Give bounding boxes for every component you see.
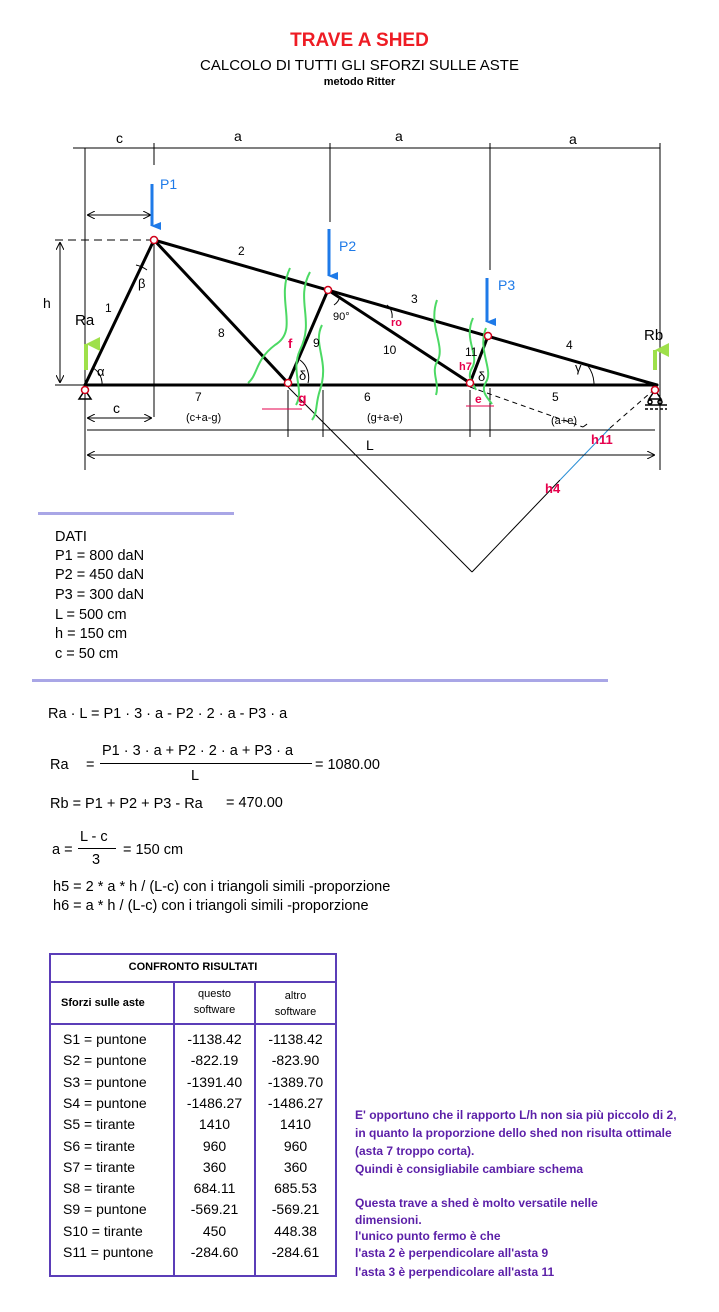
equation-a-denominator: 3 [92, 852, 101, 868]
table-header-altro-software: software [274, 1006, 317, 1018]
equation-a-value: = 150 cm [123, 842, 184, 858]
bar-8: 8 [218, 326, 225, 340]
results-table [49, 953, 337, 1277]
truss-members [85, 240, 657, 385]
note-line-8: l'asta 2 è perpendicolare all'asta 9 [355, 1246, 549, 1260]
label-ro: ro [391, 317, 402, 329]
dim-cag: (c+a-g) [186, 412, 222, 424]
dim-L: L [366, 437, 374, 453]
table-row-label: S3 = puntone [63, 1074, 147, 1090]
bar-11: 11 [465, 345, 478, 359]
angle-delta-1: δ [299, 368, 307, 383]
label-f: f [288, 336, 293, 351]
table-row-altro: 685.53 [274, 1180, 317, 1196]
equation-h5: h5 = 2 * a * h / (L-c) con i triangoli simili -proporzione [53, 879, 391, 895]
h-label: h [43, 295, 51, 311]
dati-c: c = 50 cm [55, 646, 119, 662]
label-h4: h4 [545, 481, 561, 496]
table-header-questo-software: software [193, 1004, 236, 1016]
bar-5: 5 [552, 390, 559, 404]
dati-heading: DATI [55, 529, 87, 545]
equation-ra-denominator: L [191, 768, 200, 784]
bar-10: 10 [383, 343, 397, 357]
dati-h: h = 150 cm [55, 626, 128, 642]
page-subtitle: CALCOLO DI TUTTI GLI SFORZI SULLE ASTE [200, 57, 519, 74]
table-row-label: S6 = tirante [63, 1138, 135, 1154]
dati-p3: P3 = 300 daN [55, 587, 145, 603]
angle-90: 90° [333, 311, 350, 323]
table-header-questo: questo [197, 988, 232, 1000]
bar-9: 9 [313, 336, 320, 350]
dim-top-a3: a [569, 131, 577, 147]
table-row-questo: -1391.40 [186, 1074, 243, 1090]
equation-ra-value: = 1080.00 [315, 757, 380, 773]
table-row-questo: -1138.42 [187, 1031, 242, 1047]
note-line-7: l'unico punto fermo è che [355, 1229, 501, 1243]
bar-4: 4 [566, 338, 573, 352]
table-row-label: S2 = puntone [63, 1052, 147, 1068]
table-row-label: S7 = tirante [63, 1159, 135, 1175]
helper-lines [288, 387, 657, 572]
table-header-altro: altro [284, 990, 307, 1002]
equation-ra-lhs: Ra [50, 757, 69, 773]
table-row-altro: -569.21 [271, 1201, 320, 1217]
table-row-label: S1 = puntone [63, 1031, 147, 1047]
table-header-sforzi: Sforzi sulle aste [61, 997, 145, 1009]
equation-a-numerator: L - c [80, 829, 108, 845]
table-row-questo: -569.21 [190, 1201, 239, 1217]
equation-moment: Ra · L = P1 · 3 · a - P2 · 2 · a - P3 · a [48, 706, 288, 722]
table-row-altro: -1389.70 [267, 1074, 324, 1090]
dim-top-c: c [116, 130, 123, 146]
table-row-label: S10 = tirante [63, 1223, 143, 1239]
table-row-altro: 960 [283, 1138, 308, 1154]
note-line-2: in quanto la proporzione dello shed non risulta ottimale [355, 1126, 672, 1140]
method-label: metodo Ritter [323, 76, 396, 88]
page-title: TRAVE A SHED [290, 30, 429, 51]
table-title: CONFRONTO RISULTATI [128, 961, 258, 973]
table-row-altro: 1410 [279, 1116, 312, 1132]
table-row-questo: -284.60 [190, 1244, 239, 1260]
angle-alpha: α [97, 364, 105, 379]
table-row-questo: 684.11 [193, 1180, 236, 1196]
table-row-altro: 360 [283, 1159, 308, 1175]
note-line-4: Quindi è consigliabile cambiare schema [355, 1162, 584, 1176]
equation-ra-fraction-bar [100, 763, 312, 764]
dati-L: L = 500 cm [55, 607, 127, 623]
dati-p2: P2 = 450 daN [55, 567, 145, 583]
label-g: g [298, 390, 307, 406]
dim-top-a2: a [395, 128, 403, 144]
dim-gae: (g+a-e) [367, 412, 403, 424]
table-row-altro: -823.90 [271, 1052, 320, 1068]
table-row-label: S11 = puntone [63, 1244, 154, 1260]
table-row-questo: 360 [202, 1159, 227, 1175]
table-row-questo: -822.19 [190, 1052, 239, 1068]
note-line-9: l'asta 3 è perpendicolare all'asta 11 [355, 1265, 555, 1279]
table-rule-2 [51, 1023, 335, 1025]
table-row-label: S4 = puntone [63, 1095, 147, 1111]
bar-3: 3 [411, 292, 418, 306]
angle-delta-2: δ [478, 369, 486, 384]
table-rule-1 [51, 981, 335, 983]
angle-gamma: γ [575, 360, 582, 375]
table-row-questo: 450 [202, 1223, 227, 1239]
label-h7: h7 [459, 361, 472, 373]
label-h11: h11 [591, 432, 613, 447]
note-line-5: Questa trave a shed è molto versatile nelle [355, 1196, 598, 1210]
angle-arcs [93, 265, 594, 385]
table-row-label: S9 = puntone [63, 1201, 147, 1217]
equation-a-lhs: a = [52, 842, 73, 858]
truss-diagram [0, 0, 719, 600]
separator-1 [38, 512, 234, 515]
dim-bottom-c: c [113, 400, 120, 416]
load-p2-label: P2 [339, 238, 357, 254]
dati-p1: P1 = 800 daN [55, 548, 145, 564]
angle-beta: β [138, 276, 146, 291]
note-line-6: dimensioni. [355, 1213, 422, 1227]
note-line-1: E' opportuno che il rapporto L/h non sia più piccolo di 2, [355, 1108, 677, 1122]
table-row-label: S5 = tirante [63, 1116, 135, 1132]
equation-rb: Rb = P1 + P2 + P3 - Ra [50, 796, 203, 812]
table-row-questo: 1410 [198, 1116, 231, 1132]
equation-a-fraction-bar [78, 848, 116, 849]
table-row-questo: 960 [202, 1138, 227, 1154]
bar-1: 1 [105, 301, 112, 315]
table-row-label: S8 = tirante [63, 1180, 135, 1196]
separator-2 [32, 679, 608, 682]
reaction-rb-label: Rb [644, 327, 664, 344]
equation-rb-value: = 470.00 [226, 795, 283, 811]
bar-6: 6 [364, 390, 371, 404]
reaction-ra-label: Ra [75, 312, 95, 329]
truss-nodes [82, 237, 659, 394]
equation-h6: h6 = a * h / (L-c) con i triangoli simili -proporzione [53, 898, 369, 914]
table-row-altro: -284.61 [271, 1244, 320, 1260]
bar-2: 2 [238, 244, 245, 258]
label-e: e [475, 392, 482, 406]
dim-top-a1: a [234, 128, 242, 144]
note-line-3: (asta 7 troppo corta). [355, 1144, 475, 1158]
bar-7: 7 [195, 390, 202, 404]
load-p1-label: P1 [160, 176, 178, 192]
table-row-altro: -1486.27 [267, 1095, 324, 1111]
dim-ae: (a+e) [551, 415, 577, 427]
equation-ra-equals: = [86, 757, 95, 773]
table-row-questo: -1486.27 [186, 1095, 243, 1111]
load-p3-label: P3 [498, 277, 516, 293]
table-row-altro: -1138.42 [268, 1031, 323, 1047]
table-row-altro: 448.38 [274, 1223, 317, 1239]
equation-ra-numerator: P1 · 3 · a + P2 · 2 · a + P3 · a [102, 743, 294, 759]
